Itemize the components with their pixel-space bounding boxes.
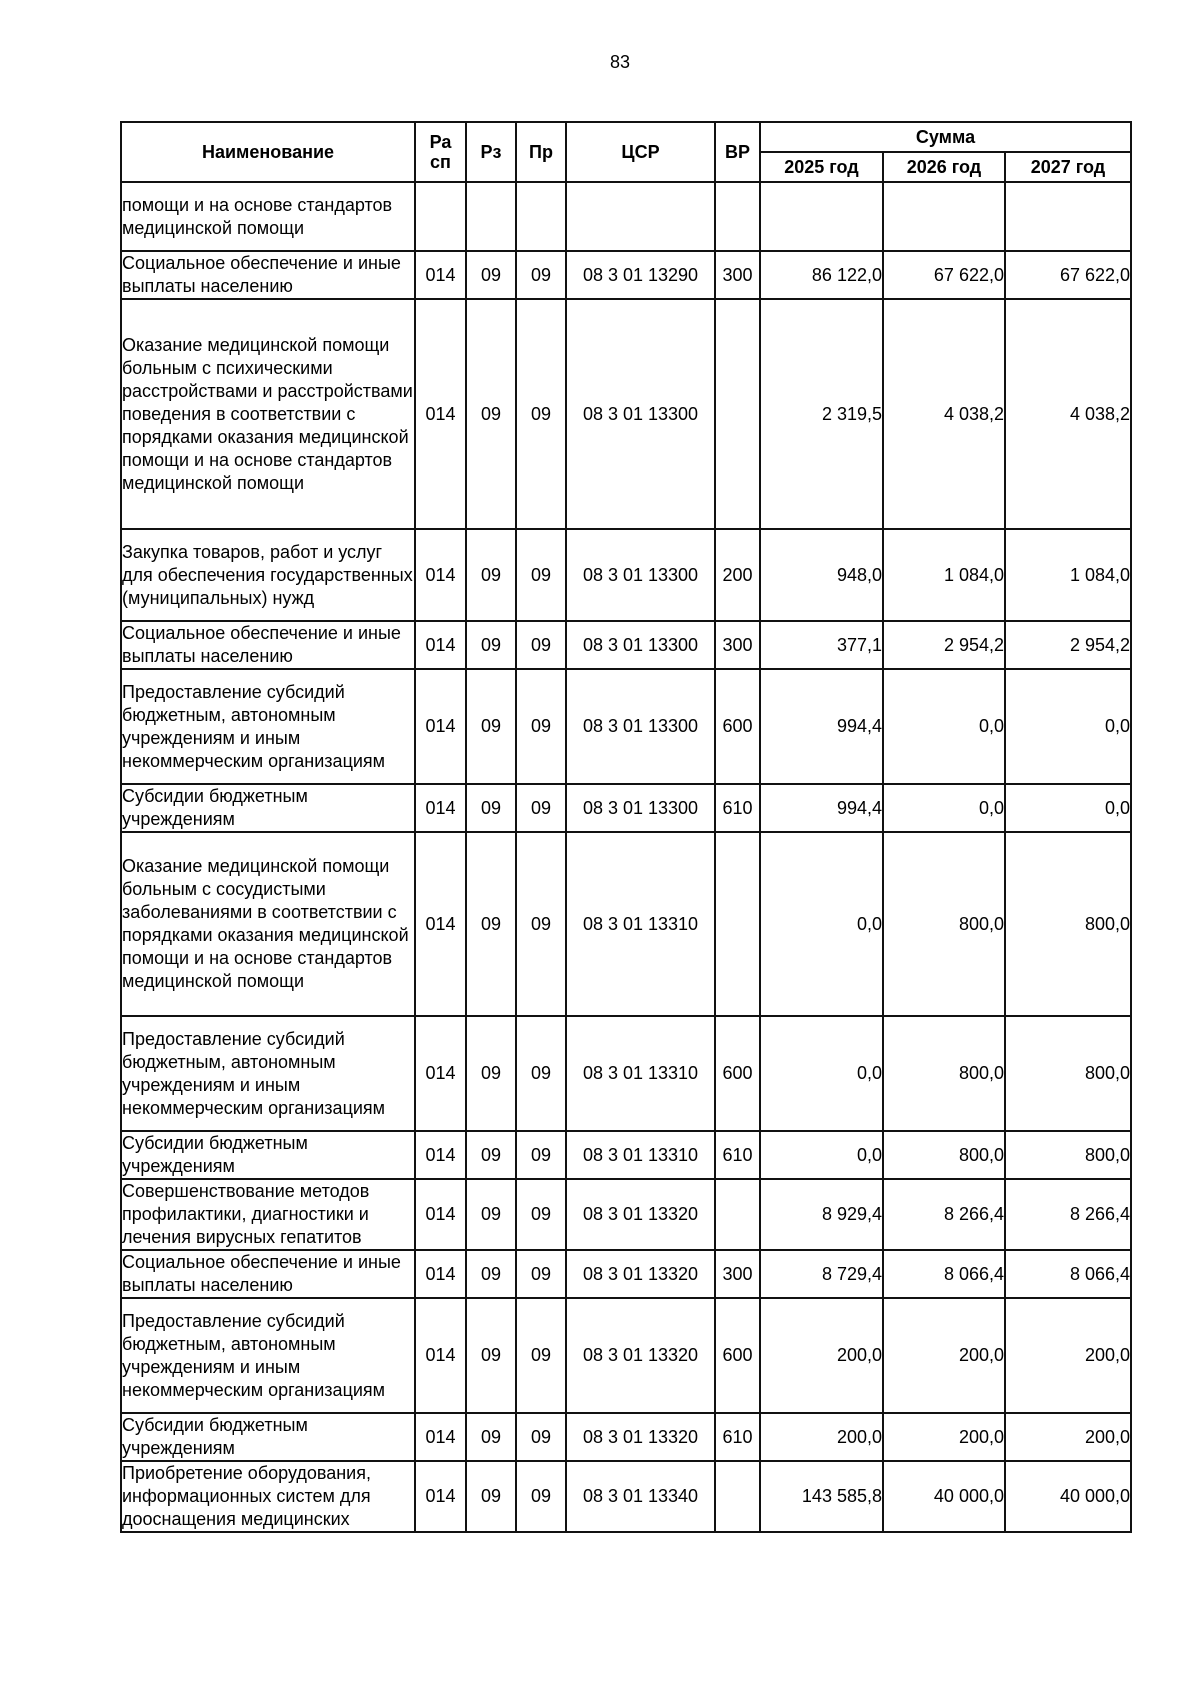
- row-name: Социальное обеспечение и иные выплаты населению: [121, 1250, 415, 1298]
- header-name: Наименование: [121, 122, 415, 182]
- row-pr: 09: [516, 832, 566, 1016]
- row-pr: 09: [516, 1413, 566, 1461]
- row-rasp: 014: [415, 1413, 466, 1461]
- row-name: Субсидии бюджетным учреждениям: [121, 1131, 415, 1179]
- row-pr: 09: [516, 1298, 566, 1413]
- row-name: Оказание медицинской помощи больным с психическими расстройствами и расстройствами поведения в соответствии с порядками оказания медицинской помощи и на основе стандартов медицинской помощи: [121, 299, 415, 529]
- row-name: помощи и на основе стандартов медицинской помощи: [121, 182, 415, 251]
- row-csr: 08 3 01 13310: [566, 1016, 715, 1131]
- row-rz: 09: [466, 1016, 516, 1131]
- row-rz: 09: [466, 1298, 516, 1413]
- row-vr: 200: [715, 529, 760, 621]
- row-vr: 610: [715, 1131, 760, 1179]
- row-rasp: 014: [415, 669, 466, 784]
- row-rasp: 014: [415, 299, 466, 529]
- row-sum-2027: 8 266,4: [1005, 1179, 1131, 1250]
- row-rasp: 014: [415, 1250, 466, 1298]
- row-sum-2027: 0,0: [1005, 784, 1131, 832]
- row-name: Совершенствование методов профилактики, диагностики и лечения вирусных гепатитов: [121, 1179, 415, 1250]
- row-name: Предоставление субсидий бюджетным, автономным учреждениям и иным некоммерческим организациям: [121, 1298, 415, 1413]
- row-csr: 08 3 01 13320: [566, 1298, 715, 1413]
- table-row: [121, 529, 1131, 621]
- row-pr: 09: [516, 251, 566, 299]
- row-sum-2025: 200,0: [760, 1413, 883, 1461]
- row-pr: 09: [516, 1131, 566, 1179]
- table-row: [121, 1461, 1131, 1532]
- table-row: [121, 1016, 1131, 1131]
- row-sum-2025: 0,0: [760, 832, 883, 1016]
- row-rz: 09: [466, 1413, 516, 1461]
- row-csr: [566, 182, 715, 251]
- row-rasp: 014: [415, 1461, 466, 1532]
- row-pr: 09: [516, 1250, 566, 1298]
- header-rasp-line2: сп: [430, 152, 451, 172]
- row-rz: 09: [466, 1461, 516, 1532]
- row-sum-2026: 800,0: [883, 1016, 1005, 1131]
- row-sum-2025: 948,0: [760, 529, 883, 621]
- row-vr: 300: [715, 251, 760, 299]
- row-name: Социальное обеспечение и иные выплаты населению: [121, 251, 415, 299]
- table-row: [121, 299, 1131, 529]
- row-sum-2027: 8 066,4: [1005, 1250, 1131, 1298]
- table-row: [121, 832, 1131, 1016]
- row-vr: 600: [715, 1016, 760, 1131]
- row-rz: [466, 182, 516, 251]
- row-sum-2026: 2 954,2: [883, 621, 1005, 669]
- row-sum-2026: 200,0: [883, 1413, 1005, 1461]
- row-sum-2027: [1005, 182, 1131, 251]
- row-pr: 09: [516, 784, 566, 832]
- row-csr: 08 3 01 13320: [566, 1250, 715, 1298]
- row-pr: 09: [516, 1461, 566, 1532]
- row-vr: 300: [715, 621, 760, 669]
- row-sum-2027: 67 622,0: [1005, 251, 1131, 299]
- row-sum-2025: 86 122,0: [760, 251, 883, 299]
- row-sum-2026: 4 038,2: [883, 299, 1005, 529]
- header-year-2025: 2025 год: [760, 152, 883, 182]
- table-row: [121, 669, 1131, 784]
- row-sum-2026: [883, 182, 1005, 251]
- row-rasp: 014: [415, 784, 466, 832]
- row-vr: [715, 832, 760, 1016]
- table-row: [121, 1413, 1131, 1461]
- row-rasp: 014: [415, 1298, 466, 1413]
- row-csr: 08 3 01 13290: [566, 251, 715, 299]
- header-rasp-line1: Ра: [429, 132, 452, 152]
- row-rz: 09: [466, 1179, 516, 1250]
- table-row: [121, 1179, 1131, 1250]
- row-rasp: 014: [415, 251, 466, 299]
- table-row: [121, 1298, 1131, 1413]
- header-rz: Рз: [466, 122, 516, 182]
- row-name: Закупка товаров, работ и услуг для обеспечения государственных (муниципальных) нужд: [121, 529, 415, 621]
- table-header: [121, 122, 1131, 182]
- row-sum-2026: 200,0: [883, 1298, 1005, 1413]
- row-sum-2025: 0,0: [760, 1131, 883, 1179]
- table-row: [121, 251, 1131, 299]
- header-vr: ВР: [715, 122, 760, 182]
- row-vr: [715, 182, 760, 251]
- row-sum-2025: 377,1: [760, 621, 883, 669]
- row-vr: [715, 299, 760, 529]
- table-row: [121, 182, 1131, 251]
- row-sum-2027: 200,0: [1005, 1298, 1131, 1413]
- row-pr: 09: [516, 1179, 566, 1250]
- table-row: [121, 784, 1131, 832]
- row-pr: [516, 182, 566, 251]
- row-rasp: 014: [415, 1179, 466, 1250]
- row-sum-2026: 800,0: [883, 1131, 1005, 1179]
- row-csr: 08 3 01 13300: [566, 529, 715, 621]
- row-rasp: 014: [415, 621, 466, 669]
- table-row: [121, 621, 1131, 669]
- row-name: Приобретение оборудования, информационных систем для дооснащения медицинских: [121, 1461, 415, 1532]
- row-sum-2025: 994,4: [760, 784, 883, 832]
- row-sum-2025: 8 929,4: [760, 1179, 883, 1250]
- row-sum-2027: 2 954,2: [1005, 621, 1131, 669]
- header-year-2026: 2026 год: [883, 152, 1005, 182]
- header-rasp: [415, 122, 466, 182]
- row-sum-2026: 800,0: [883, 832, 1005, 1016]
- row-pr: 09: [516, 299, 566, 529]
- row-vr: [715, 1179, 760, 1250]
- row-rz: 09: [466, 669, 516, 784]
- row-rasp: 014: [415, 1016, 466, 1131]
- row-rz: 09: [466, 1250, 516, 1298]
- row-sum-2025: 0,0: [760, 1016, 883, 1131]
- row-vr: 600: [715, 1298, 760, 1413]
- row-pr: 09: [516, 1016, 566, 1131]
- budget-table: [120, 121, 1132, 1533]
- row-rasp: [415, 182, 466, 251]
- row-vr: 300: [715, 1250, 760, 1298]
- row-rz: 09: [466, 784, 516, 832]
- row-name: Субсидии бюджетным учреждениям: [121, 784, 415, 832]
- row-sum-2026: 8 266,4: [883, 1179, 1005, 1250]
- table-row: [121, 1131, 1131, 1179]
- row-name: Предоставление субсидий бюджетным, автономным учреждениям и иным некоммерческим организациям: [121, 1016, 415, 1131]
- row-sum-2026: 1 084,0: [883, 529, 1005, 621]
- row-sum-2027: 800,0: [1005, 832, 1131, 1016]
- row-rasp: 014: [415, 529, 466, 621]
- row-pr: 09: [516, 669, 566, 784]
- row-csr: 08 3 01 13320: [566, 1413, 715, 1461]
- row-sum-2025: 994,4: [760, 669, 883, 784]
- row-sum-2026: 8 066,4: [883, 1250, 1005, 1298]
- row-sum-2027: 0,0: [1005, 669, 1131, 784]
- table-row: [121, 1250, 1131, 1298]
- row-sum-2026: 0,0: [883, 669, 1005, 784]
- row-sum-2025: 8 729,4: [760, 1250, 883, 1298]
- row-pr: 09: [516, 529, 566, 621]
- row-sum-2025: 2 319,5: [760, 299, 883, 529]
- row-sum-2025: 143 585,8: [760, 1461, 883, 1532]
- row-rasp: 014: [415, 832, 466, 1016]
- page-number: 83: [609, 52, 631, 72]
- row-name: Субсидии бюджетным учреждениям: [121, 1413, 415, 1461]
- row-name: Предоставление субсидий бюджетным, автономным учреждениям и иным некоммерческим организациям: [121, 669, 415, 784]
- row-csr: 08 3 01 13300: [566, 784, 715, 832]
- header-pr: Пр: [516, 122, 566, 182]
- row-vr: 610: [715, 1413, 760, 1461]
- row-sum-2027: 4 038,2: [1005, 299, 1131, 529]
- header-year-2027: 2027 год: [1005, 152, 1131, 182]
- row-rz: 09: [466, 529, 516, 621]
- row-rasp: 014: [415, 1131, 466, 1179]
- row-rz: 09: [466, 1131, 516, 1179]
- row-sum-2027: 200,0: [1005, 1413, 1131, 1461]
- row-vr: [715, 1461, 760, 1532]
- row-sum-2025: 200,0: [760, 1298, 883, 1413]
- row-vr: 600: [715, 669, 760, 784]
- row-rz: 09: [466, 251, 516, 299]
- row-csr: 08 3 01 13310: [566, 832, 715, 1016]
- row-pr: 09: [516, 621, 566, 669]
- row-rz: 09: [466, 299, 516, 529]
- row-sum-2026: 67 622,0: [883, 251, 1005, 299]
- row-rz: 09: [466, 832, 516, 1016]
- row-csr: 08 3 01 13300: [566, 299, 715, 529]
- header-csr: ЦСР: [566, 122, 715, 182]
- row-csr: 08 3 01 13310: [566, 1131, 715, 1179]
- row-sum-2026: 40 000,0: [883, 1461, 1005, 1532]
- row-name: Оказание медицинской помощи больным с сосудистыми заболеваниями в соответствии с порядками оказания медицинской помощи и на основе стандартов медицинской помощи: [121, 832, 415, 1016]
- row-vr: 610: [715, 784, 760, 832]
- row-sum-2027: 1 084,0: [1005, 529, 1131, 621]
- row-csr: 08 3 01 13300: [566, 669, 715, 784]
- row-rz: 09: [466, 621, 516, 669]
- row-sum-2027: 800,0: [1005, 1131, 1131, 1179]
- row-sum-2025: [760, 182, 883, 251]
- row-name: Социальное обеспечение и иные выплаты населению: [121, 621, 415, 669]
- row-csr: 08 3 01 13340: [566, 1461, 715, 1532]
- row-sum-2027: 40 000,0: [1005, 1461, 1131, 1532]
- table-body: [121, 182, 1131, 1532]
- row-csr: 08 3 01 13300: [566, 621, 715, 669]
- row-csr: 08 3 01 13320: [566, 1179, 715, 1250]
- header-sum: Сумма: [760, 122, 1131, 152]
- row-sum-2027: 800,0: [1005, 1016, 1131, 1131]
- row-sum-2026: 0,0: [883, 784, 1005, 832]
